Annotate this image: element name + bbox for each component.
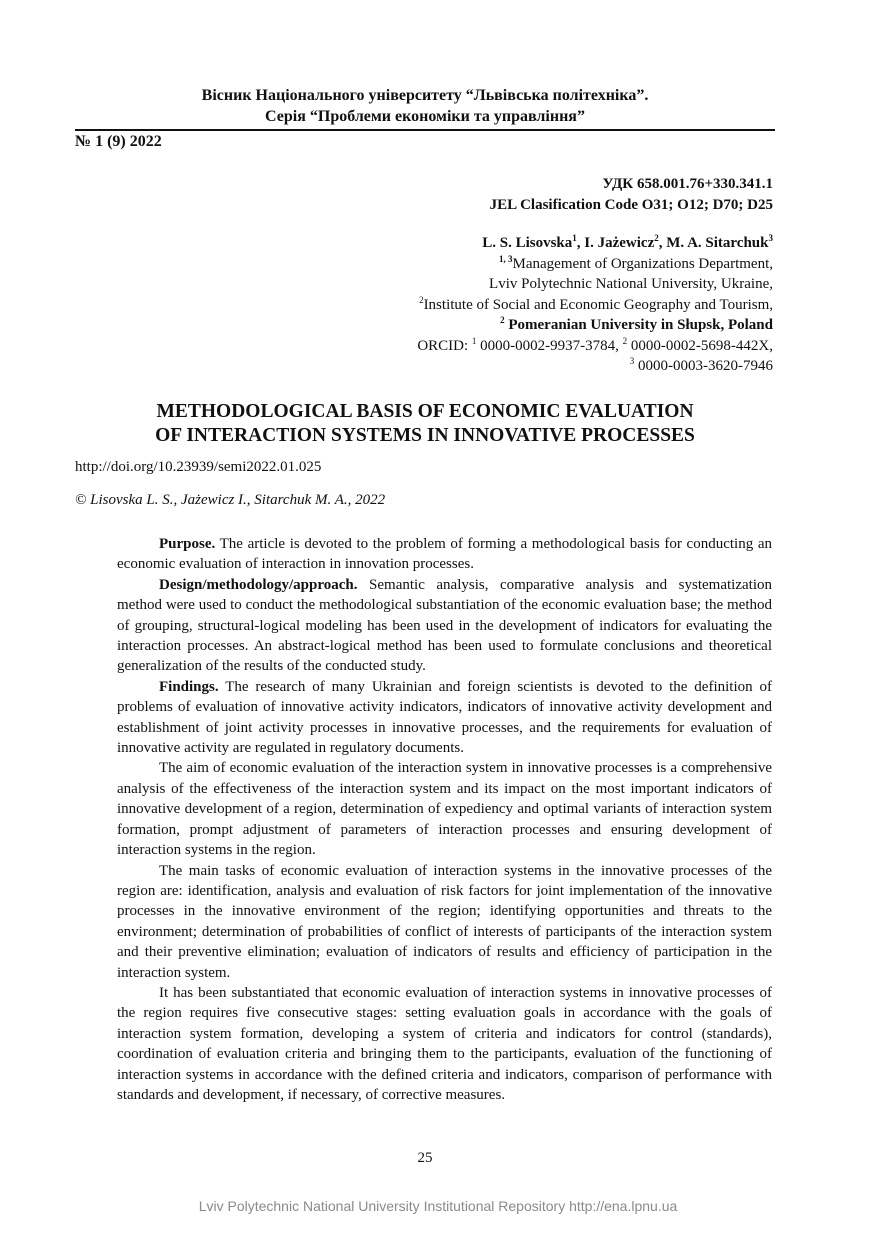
author-block <box>417 233 773 377</box>
author-3: M. A. Sitarchuk <box>666 235 769 251</box>
article-title-line2: OF INTERACTION SYSTEMS IN INNOVATIVE PROCESSES <box>155 425 695 446</box>
journal-title-line2: Серія “Проблеми економіки та управління” <box>265 108 585 125</box>
author-1-sup: 1 <box>572 233 577 243</box>
abstract-purpose: Purpose. The article is devoted to the problem of forming a methodological basis for conducting an economic evaluation of interaction in innovation processes. <box>117 536 772 573</box>
affiliation-2-line1: $^2$Institute of Social and Economic Geography and Tourism, <box>419 294 773 313</box>
classification-codes <box>490 174 773 215</box>
affiliation-1-line1: $^{1, 3}$Management of Organizations Department, <box>499 253 773 272</box>
author-names: L. S. Lisovska$^1$, I. Jażewicz$^2$, M. A. Sitarchuk$^3$ <box>482 233 773 251</box>
journal-header <box>75 85 775 127</box>
article-title <box>75 400 775 448</box>
author-3-sup: 3 <box>768 233 773 243</box>
article-title-line1: METHODOLOGICAL BASIS OF ECONOMIC EVALUATION <box>156 401 694 422</box>
abstract-paragraph-aim: The aim of economic evaluation of the interaction system in innovative processes is a comprehensive analysis of the effectiveness of the interaction system and its impact on the most important indicators of innovative development of a region, determination of expediency and optimal variants of interaction system formation, prompt adjustment of parameters of interaction processes and ensuring development of interaction systems in the region. <box>117 760 772 859</box>
abstract-findings: Findings. The research of many Ukrainian and foreign scientists is devoted to the definition of problems of evaluation of innovative activity indicators, indicators of innovative activity development and establishment of joint activity processes in innovative processes, and the requirements for evaluation of innovative activity are regulated in regulatory documents. <box>117 678 772 757</box>
orcid-line2: $^3$ 0000-0003-3620-7946 <box>629 356 773 374</box>
header-rule <box>75 129 775 131</box>
affiliation-1-line2: Lviv Polytechnic National University, Ukraine, <box>489 276 773 292</box>
abstract-paragraph-tasks: The main tasks of economic evaluation of interaction systems in the innovative processes of the region are: identification, analysis and evaluation of risk factors for joint implementation of the innovative processes in the innovative environment of the region; identifying opportunities and threats to the environment; determination of probabilities of conflict of interests of participants of the interaction system and their preventive elimination; evaluation of indicators of results and efficiency of participation in the interaction system. <box>117 862 772 981</box>
purpose-label: Purpose. <box>159 536 216 552</box>
author-2: I. Jażewicz <box>584 235 655 251</box>
page-number: 25 <box>417 1150 433 1166</box>
author-2-sup: 2 <box>654 233 659 243</box>
issue-number: № 1 (9) 2022 <box>75 133 162 150</box>
affiliation-2-line2: $^2$ Pomeranian University in Słupsk, Poland <box>500 315 773 333</box>
abstract-design: Design/methodology/approach. Semantic analysis, comparative analysis and systematization method were used to conduct the methodological substantiation of the economic evaluation base; the method of grouping, structural-logical modeling has been used in the development of indicators for evaluating the interaction processes. An abstract-logical method has been used to formulate conclusions and theoretical generalization of the results of the conducted study. <box>117 576 772 675</box>
orcid-line1: ORCID: $^1$ 0000-0002-9937-3784, $^2$ 0000-0002-5698-442X, <box>417 335 773 354</box>
repository-footer: Lviv Polytechnic National University Institutional Repository http://ena.lpnu.ua <box>198 1198 678 1214</box>
doi-link[interactable]: http://doi.org/10.23939/semi2022.01.025 <box>75 459 322 475</box>
udc-code: УДК 658.001.76+330.341.1 <box>602 176 773 192</box>
abstract-paragraph-stages: It has been substantiated that economic evaluation of interaction systems in innovative processes of the region requires five consecutive stages: setting evaluation goals in accordance with the goals of interaction system formation, developing a system of criteria and indicators for control (standards), coordination of evaluation criteria and bringing them to the participants, evaluation of the functioning of interaction systems in accordance with the defined criteria and indicators, comparison of performance with standards and development, if necessary, of corrective measures. <box>117 984 772 1103</box>
journal-title-line1: Вісник Національного університету “Львівська політехніка”. <box>201 87 649 104</box>
copyright-notice: © Lisovska L. S., Jażewicz I., Sitarchuk M. A., 2022 <box>75 492 386 508</box>
findings-label: Findings. <box>159 678 219 695</box>
author-1: L. S. Lisovska <box>482 235 573 251</box>
design-label: Design/methodology/approach. <box>159 576 358 593</box>
abstract <box>117 534 772 1105</box>
jel-code: JEL Clasification Code O31; O12; D70; D25 <box>489 196 773 213</box>
